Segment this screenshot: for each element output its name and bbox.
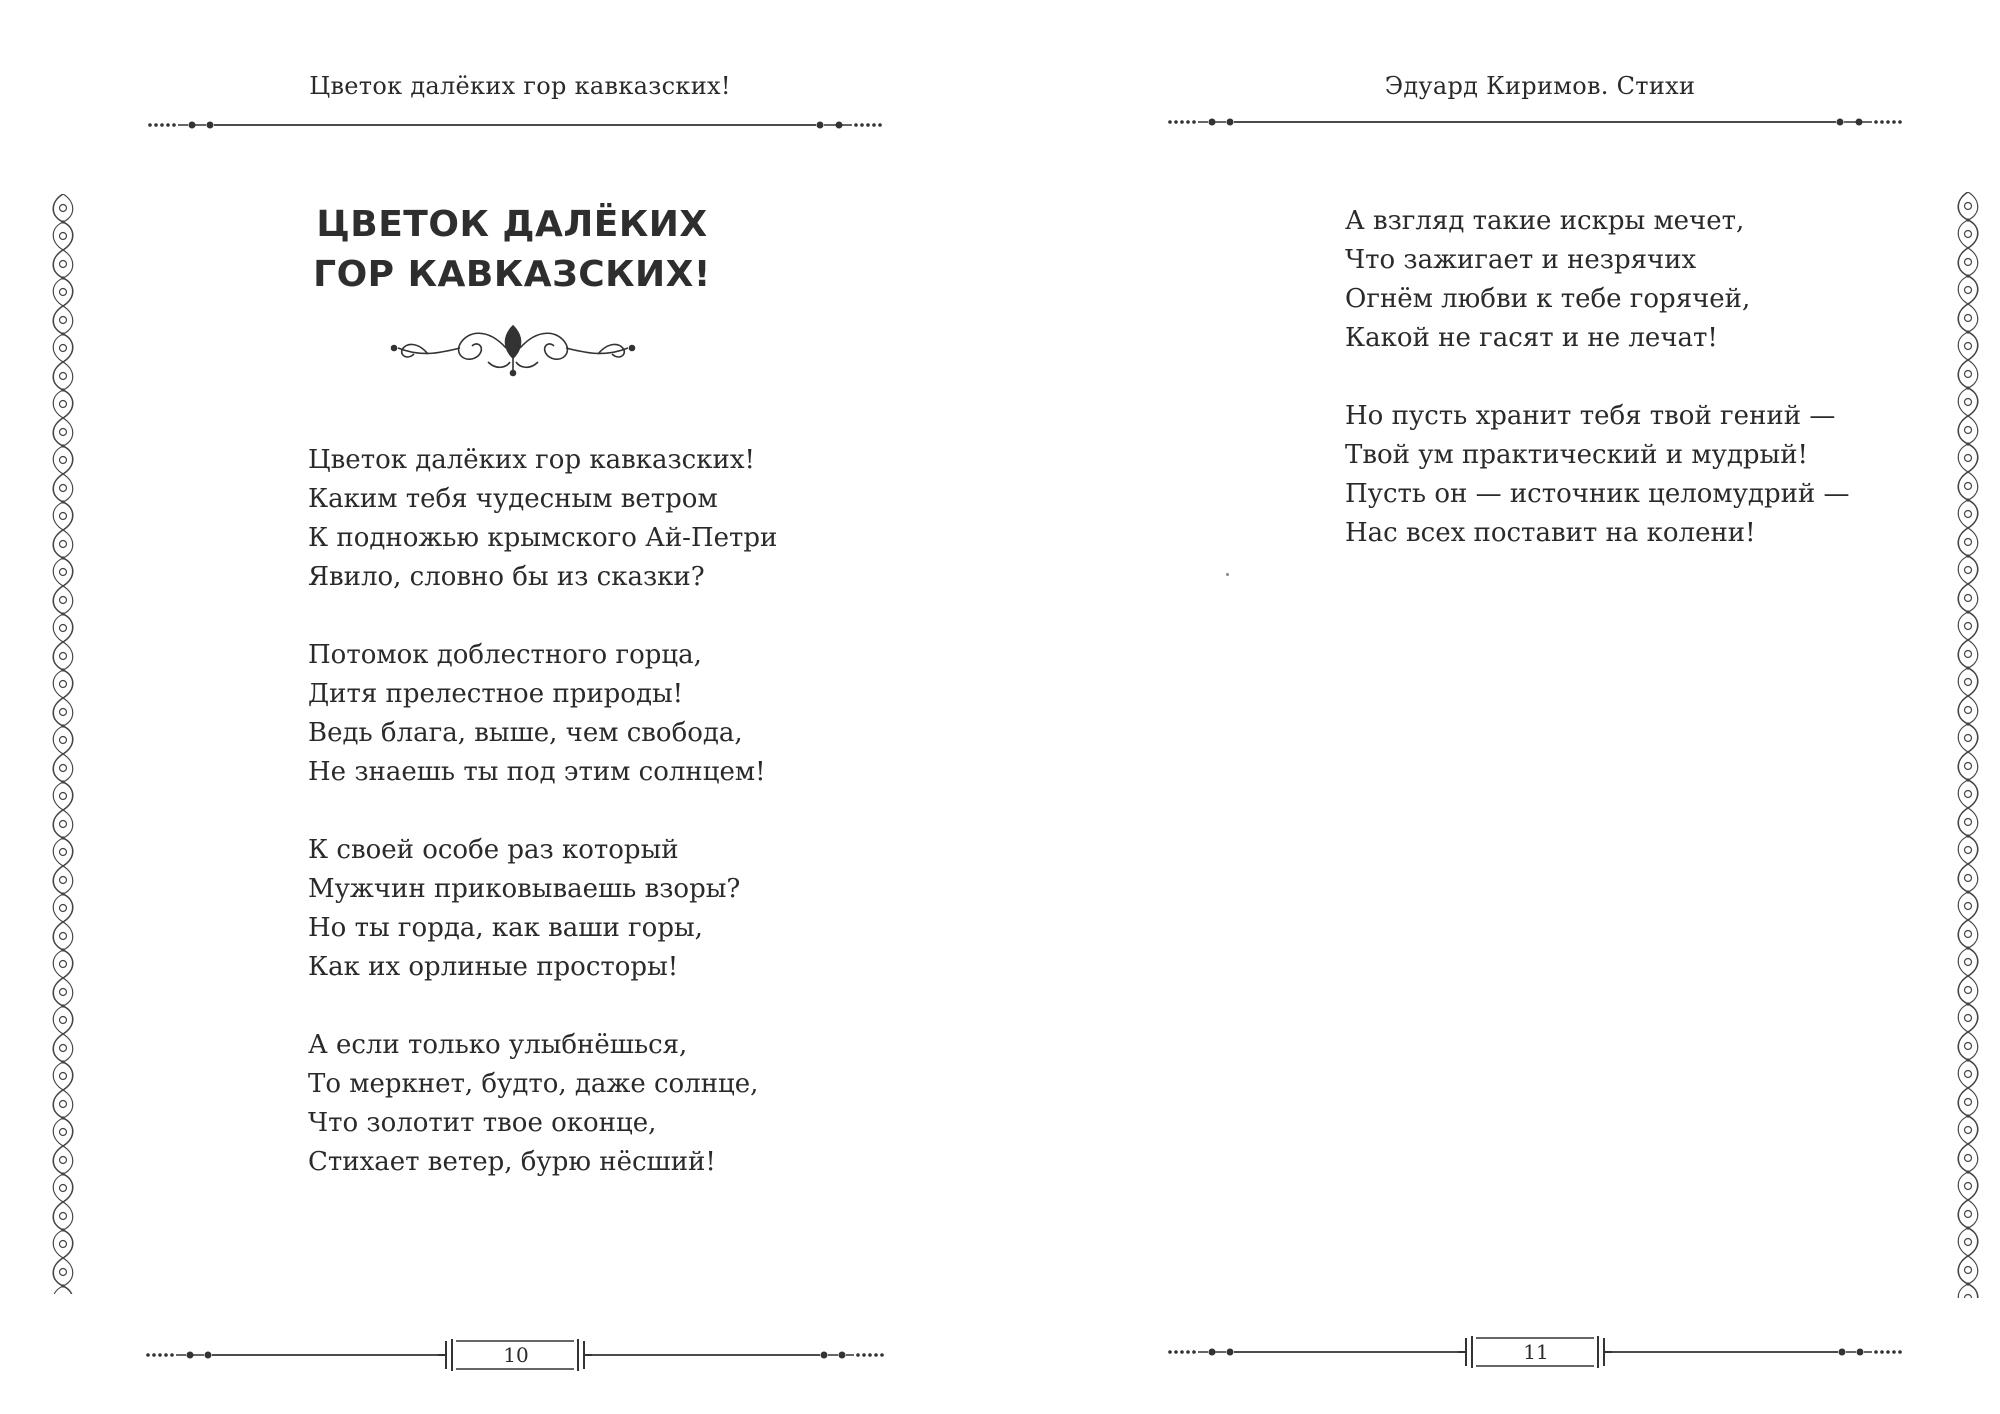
verse-line: Твой ум практический и мудрый! [1345,440,1808,470]
verse-line: Пусть он — источник целомудрий — [1345,479,1850,509]
verse-line: Нас всех поставит на колени! [1345,518,1756,548]
verse-line: Не знаешь ты под этим солнцем! [308,757,766,787]
stanza [308,441,777,597]
vine-border-left [48,194,78,1294]
verse-line: А взгляд такие искры мечет, [1345,206,1745,236]
stanza [1345,202,1850,358]
right-page [1000,0,2000,1414]
verse-line: Потомок доблестного горца, [308,640,702,670]
header-rule-right [1168,115,1902,129]
verse-line: К подножью крымского Ай-Петри [308,523,778,553]
stanza [308,636,777,792]
verse-line: Огнём любви к тебе горячей, [1345,284,1751,314]
poem-title-line: ГОР КАВКАЗСКИХ! [313,254,711,295]
running-head-right: Эдуард Киримов. Стихи [1384,72,1696,100]
stanza [308,831,777,987]
running-head-left: Цветок далёких гор кавказских! [309,72,731,100]
verse-line: Какой не гасят и не лечат! [1345,323,1718,353]
verse-line: Но пусть хранит тебя твой гений — [1345,401,1836,431]
footer-right [1168,1332,1904,1372]
stanza [1345,397,1850,553]
verse-line: Ведь блага, выше, чем свобода, [308,718,743,748]
verse-line: Каким тебя чудесным ветром [308,484,718,514]
verse-line: К своей особе раз который [308,835,679,865]
verse-line: А если только улыбнёшься, [308,1030,688,1060]
vine-border-right [1953,192,1983,1298]
verse-line: Стихает ветер, бурю нёсший! [308,1147,716,1177]
poem-title [300,200,724,300]
verse-line: Что зажигает и незрячих [1345,245,1697,275]
verse-line: Но ты горда, как ваши горы, [308,913,703,943]
fleuron-ornament-icon [388,318,638,378]
page-number-right: 11 [1523,1340,1549,1364]
poem-title-line: ЦВЕТОК ДАЛЁКИХ [316,204,708,245]
poem-text-left [308,441,777,1221]
verse-line: Мужчин приковываешь взоры? [308,874,741,904]
verse-line: Что золотит твое оконце, [308,1108,657,1138]
verse-line: Дитя прелестное природы! [308,679,684,709]
paper-speck [1226,573,1229,576]
footer-left [146,1335,886,1375]
verse-line: Цветок далёких гор кавказских! [308,445,755,475]
page-number-left: 10 [503,1343,529,1367]
header-rule-left [148,118,882,132]
verse-line: То меркнет, будто, даже солнце, [308,1069,759,1099]
verse-line: Явило, словно бы из сказки? [308,562,705,592]
verse-line: Как их орлиные просторы! [308,952,679,982]
stanza [308,1026,777,1182]
poem-text-right [1345,202,1850,592]
